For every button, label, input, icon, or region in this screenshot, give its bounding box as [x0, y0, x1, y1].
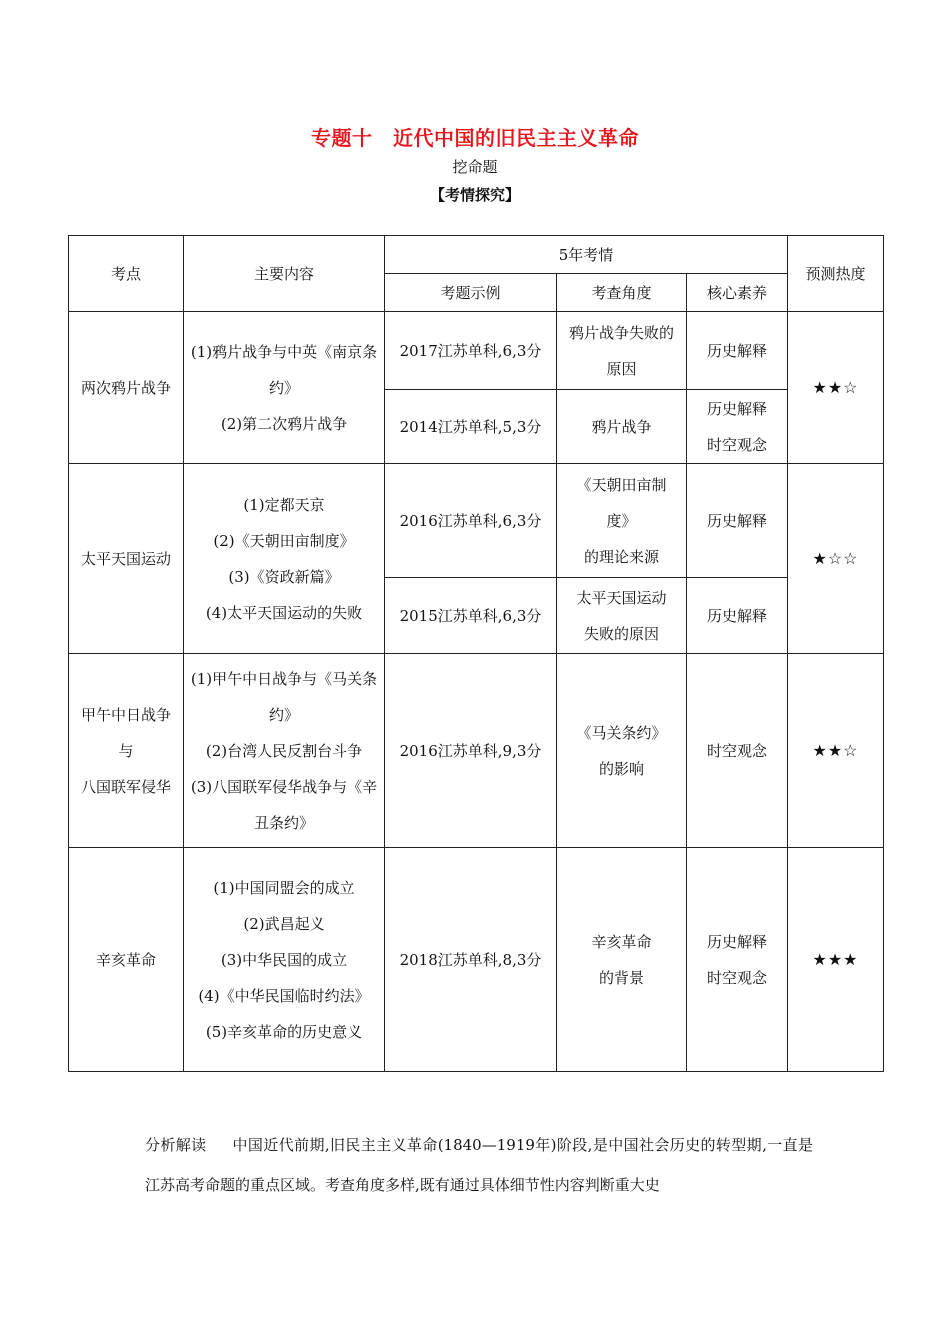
content-item: (1)甲午中日战争与《马关条约》 [190, 669, 378, 724]
header-content: 主要内容 [184, 236, 385, 312]
header-five-year: 5年考情 [385, 236, 788, 274]
section-heading: 【考情探究】 [429, 186, 520, 204]
angle-line: 的影响 [598, 759, 644, 778]
content-cell [184, 312, 385, 464]
literacy-cell [687, 464, 788, 578]
literacy-cell [687, 848, 788, 1072]
literacy-line: 时空观念 [706, 435, 767, 454]
example-cell: 2016江苏单科,6,3分 [385, 464, 557, 578]
literacy-cell [687, 390, 788, 464]
content-item: (2)第二次鸦片战争 [220, 414, 348, 433]
content-item: (1)鸦片战争与中英《南京条约》 [190, 342, 378, 397]
literacy-cell [687, 654, 788, 848]
content-item: (2)武昌起义 [243, 914, 325, 933]
content-cell [184, 848, 385, 1072]
analysis-label: 分析解读 [145, 1136, 207, 1154]
example-cell: 2015江苏单科,6,3分 [385, 578, 557, 654]
angle-cell [557, 390, 687, 464]
table-row [69, 464, 884, 578]
literacy-line: 时空观念 [706, 741, 767, 760]
topic-line: 与 [118, 741, 134, 760]
header-kaodian: 考点 [69, 236, 184, 312]
content-item: (3)中华民国的成立 [220, 950, 348, 969]
heat-rating: ★★☆ [788, 654, 884, 848]
angle-line: 的理论来源 [583, 547, 659, 566]
angle-cell [557, 848, 687, 1072]
angle-line: 鸦片战争 [591, 417, 652, 436]
literacy-line: 历史解释 [706, 932, 767, 951]
angle-line: 原因 [606, 359, 637, 378]
angle-line: 《马关条约》 [576, 723, 667, 742]
angle-line: 《天朝田亩制 [576, 475, 667, 494]
content-item: (4)太平天国运动的失败 [205, 603, 363, 622]
heat-rating: ★★★ [788, 848, 884, 1072]
content-item: (2)台湾人民反割台斗争 [205, 741, 363, 760]
table-row [69, 848, 884, 1072]
analysis-paragraph [145, 1125, 813, 1205]
content-item: (4)《中华民国临时约法》 [198, 986, 370, 1005]
literacy-line: 历史解释 [706, 399, 767, 418]
header-heat: 预测热度 [788, 236, 884, 312]
topic-cell [69, 654, 184, 848]
example-cell: 2018江苏单科,8,3分 [385, 848, 557, 1072]
literacy-line: 历史解释 [706, 511, 767, 530]
content-item: (2)《天朝田亩制度》 [213, 531, 355, 550]
content-item: (5)辛亥革命的历史意义 [205, 1022, 363, 1041]
content-item: (3)《资政新篇》 [228, 567, 340, 586]
literacy-line: 历史解释 [706, 341, 767, 360]
header-angle: 考查角度 [557, 274, 687, 312]
example-cell: 2017江苏单科,6,3分 [385, 312, 557, 390]
topic-line: 甲午中日战争 [80, 705, 171, 724]
analysis-text: 中国近代前期,旧民主主义革命(1840—1919年)阶段,是中国社会历史的转型期,一直是江苏高考命题的重点区域。考查角度多样,既有通过具体细节性内容判断重大史 [145, 1136, 813, 1194]
angle-line: 度》 [606, 511, 637, 530]
angle-cell [557, 654, 687, 848]
angle-line: 太平天国运动 [576, 588, 667, 607]
content-item: (3)八国联军侵华战争与《辛丑条约》 [190, 777, 378, 832]
header-literacy: 核心素养 [687, 274, 788, 312]
content-item: (1)定都天京 [243, 495, 325, 514]
exam-analysis-table [68, 235, 884, 1072]
content-item: (1)中国同盟会的成立 [213, 878, 355, 897]
angle-cell [557, 312, 687, 390]
angle-line: 失败的原因 [583, 624, 659, 643]
content-cell [184, 654, 385, 848]
literacy-line: 时空观念 [706, 968, 767, 987]
literacy-line: 历史解释 [706, 606, 767, 625]
angle-line: 的背景 [598, 968, 644, 987]
table-row [69, 654, 884, 848]
page-title: 专题十 近代中国的旧民主主义革命 [311, 126, 639, 150]
topic-line: 八国联军侵华 [80, 777, 171, 796]
topic-cell: 太平天国运动 [69, 464, 184, 654]
angle-line: 辛亥革命 [591, 932, 652, 951]
page-subtitle: 挖命题 [452, 158, 498, 176]
heat-rating: ★☆☆ [788, 464, 884, 654]
topic-cell: 两次鸦片战争 [69, 312, 184, 464]
literacy-cell [687, 312, 788, 390]
angle-cell [557, 578, 687, 654]
table-row [69, 312, 884, 390]
example-cell: 2014江苏单科,5,3分 [385, 390, 557, 464]
topic-cell: 辛亥革命 [69, 848, 184, 1072]
content-cell [184, 464, 385, 654]
angle-line: 鸦片战争失败的 [568, 323, 674, 342]
literacy-cell [687, 578, 788, 654]
header-example: 考题示例 [385, 274, 557, 312]
example-cell: 2016江苏单科,9,3分 [385, 654, 557, 848]
angle-cell [557, 464, 687, 578]
heat-rating: ★★☆ [788, 312, 884, 464]
